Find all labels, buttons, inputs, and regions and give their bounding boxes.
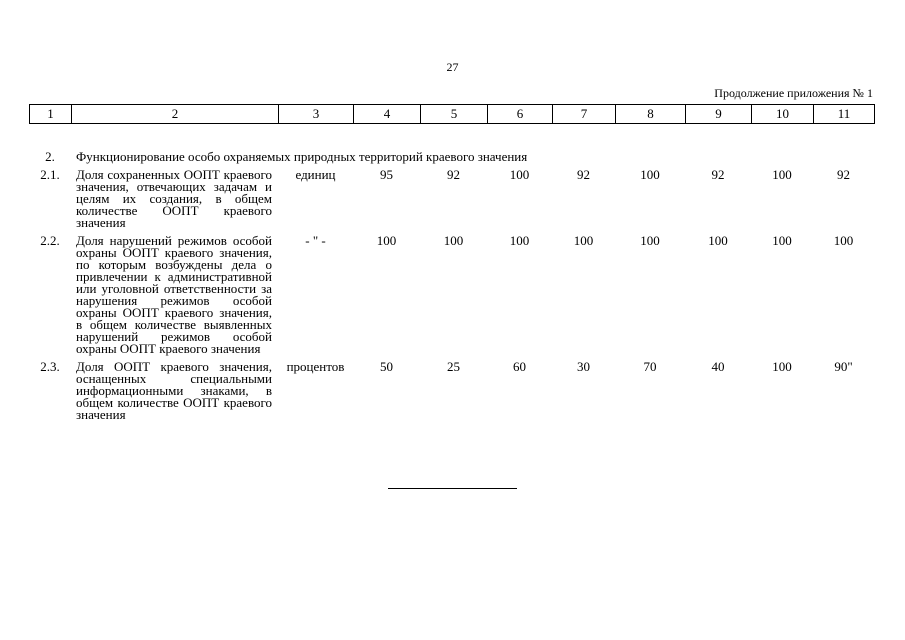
section-number: 2. xyxy=(45,149,55,164)
row-description: Доля ООПТ краевого значения, оснащенных специальными информационными знаками, в общем количестве ООПТ краевого значения xyxy=(76,359,272,422)
row-number: 2.1. xyxy=(40,167,60,182)
column-number-3: 3 xyxy=(279,105,354,124)
column-number-1: 1 xyxy=(30,105,72,124)
page-number: 27 xyxy=(446,60,459,74)
section-title: Функционирование особо охраняемых природных территорий краевого значения xyxy=(76,149,528,164)
row-value: 92 xyxy=(837,167,850,182)
row-value: 100 xyxy=(509,233,530,248)
table-row xyxy=(29,235,874,361)
column-number-7: 7 xyxy=(553,105,616,124)
table-row xyxy=(29,361,874,421)
column-number-10: 10 xyxy=(752,105,814,124)
row-unit: единиц xyxy=(295,167,336,182)
row-value: 100 xyxy=(443,233,464,248)
row-number: 2.2. xyxy=(40,233,60,248)
row-value: 100 xyxy=(376,233,397,248)
row-value: 100 xyxy=(708,233,728,248)
indicator-table xyxy=(29,169,874,421)
row-value: 92 xyxy=(577,167,590,182)
row-value: 95 xyxy=(380,167,393,182)
column-number-6: 6 xyxy=(488,105,553,124)
row-description: Доля сохраненных ООПТ краевого значения, отвечающих задачам и целям их создания, в общем количестве ООПТ краевого значения xyxy=(76,167,272,230)
row-value: 100 xyxy=(772,167,792,182)
row-value: 92 xyxy=(711,167,725,182)
row-value: 92 xyxy=(447,167,460,182)
column-number-2: 2 xyxy=(72,105,279,124)
column-number-5: 5 xyxy=(421,105,488,124)
row-value: 60 xyxy=(513,359,526,374)
row-value: 100 xyxy=(640,167,660,182)
row-value: 50 xyxy=(380,359,393,374)
column-number-4: 4 xyxy=(354,105,421,124)
row-value: 30 xyxy=(577,359,590,374)
end-of-document-line xyxy=(388,488,517,489)
row-value: 100 xyxy=(772,233,792,248)
row-value: 100 xyxy=(772,359,792,374)
row-value: 100 xyxy=(509,167,530,182)
row-value: 25 xyxy=(447,359,460,374)
row-value: 40 xyxy=(711,359,725,374)
continuation-label: Продолжение приложения № 1 xyxy=(714,86,873,100)
row-unit: процентов xyxy=(286,359,345,374)
row-value: 100 xyxy=(833,233,854,248)
row-value: 90" xyxy=(834,359,853,374)
row-unit: - " - xyxy=(305,233,326,248)
column-number-11: 11 xyxy=(814,105,875,124)
column-number-row xyxy=(29,104,875,124)
column-number-8: 8 xyxy=(616,105,686,124)
row-value: 100 xyxy=(640,233,660,248)
column-number-9: 9 xyxy=(686,105,752,124)
row-description: Доля нарушений режимов особой охраны ООПТ краевого значения, по которым возбуждены дела о привлечении к административной или уголовной ответственности за нарушения режимов особой охраны ООПТ краевого значения, в общем количестве выявленных нарушений режимов особой охраны ООПТ краевого значения xyxy=(76,233,272,356)
row-value: 70 xyxy=(643,359,657,374)
table-row xyxy=(29,169,874,235)
row-number: 2.3. xyxy=(40,359,60,374)
row-value: 100 xyxy=(573,233,594,248)
